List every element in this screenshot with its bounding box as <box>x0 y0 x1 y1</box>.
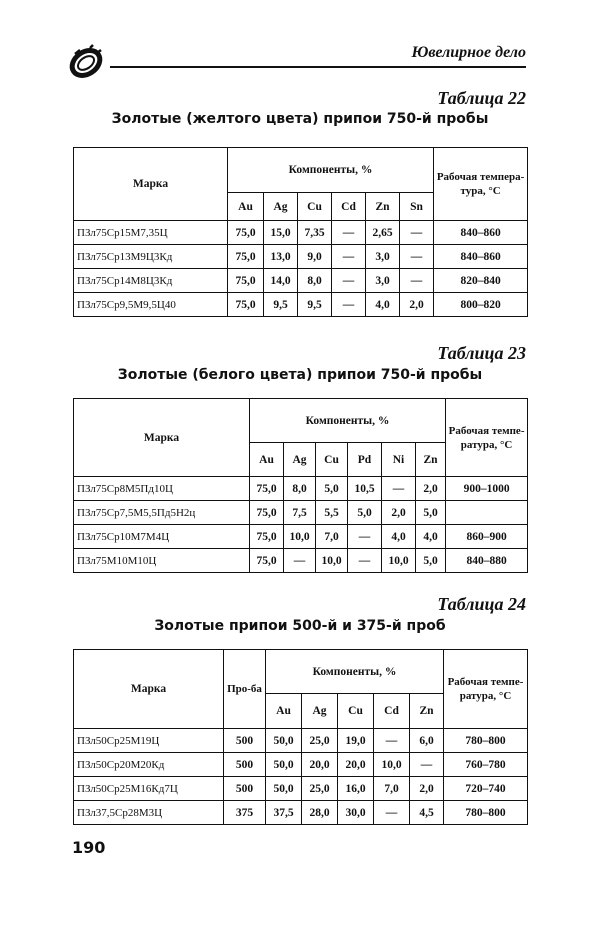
element-header: Zn <box>416 443 446 477</box>
value-cell: 50,0 <box>266 753 302 777</box>
value-cell: 50,0 <box>266 777 302 801</box>
value-cell: 9,5 <box>264 293 298 317</box>
table-row <box>74 729 528 753</box>
proba-cell: 500 <box>224 729 266 753</box>
table-23 <box>73 398 528 573</box>
mark-header: Марка <box>74 650 224 729</box>
mark-cell: ПЗл37,5Ср28М3Ц <box>74 801 224 825</box>
value-cell: — <box>332 245 366 269</box>
proba-cell: 500 <box>224 753 266 777</box>
value-cell: — <box>400 269 434 293</box>
temperature-cell: 820–840 <box>434 269 528 293</box>
element-header: Pd <box>348 443 382 477</box>
table-row <box>74 245 528 269</box>
value-cell: 75,0 <box>250 525 284 549</box>
components-header: Компоненты, % <box>250 399 446 443</box>
mark-cell: ПЗл75Ср8М5Пд10Ц <box>74 477 250 501</box>
table-24 <box>73 649 528 825</box>
mark-header: Марка <box>74 399 250 477</box>
value-cell: 20,0 <box>338 753 374 777</box>
value-cell: 75,0 <box>250 477 284 501</box>
value-cell: 75,0 <box>228 293 264 317</box>
mark-cell: ПЗл50Ср25М19Ц <box>74 729 224 753</box>
components-header: Компоненты, % <box>228 148 434 193</box>
element-header: Au <box>266 694 302 729</box>
value-cell: 2,0 <box>410 777 444 801</box>
value-cell: 4,0 <box>382 525 416 549</box>
value-cell: 8,0 <box>284 477 316 501</box>
value-cell: 50,0 <box>266 729 302 753</box>
value-cell: 5,0 <box>348 501 382 525</box>
element-header: Cd <box>374 694 410 729</box>
element-header: Ag <box>264 193 298 221</box>
temperature-header: Рабочая темпе-ратура, °С <box>446 399 528 477</box>
value-cell: — <box>374 801 410 825</box>
mark-cell: ПЗл75Ср9,5М9,5Ц40 <box>74 293 228 317</box>
ring-icon <box>66 42 106 82</box>
temperature-header: Рабочая темпера-тура, °С <box>434 148 528 221</box>
value-cell: 10,0 <box>382 549 416 573</box>
table-24-title: Золотые припои 500-й и 375-й проб <box>154 618 446 634</box>
table-22 <box>73 147 528 317</box>
temperature-cell: 720–740 <box>444 777 528 801</box>
element-header: Cu <box>338 694 374 729</box>
table-row <box>74 221 528 245</box>
value-cell: 28,0 <box>302 801 338 825</box>
value-cell: 30,0 <box>338 801 374 825</box>
temperature-cell: 840–860 <box>434 221 528 245</box>
table-22-caption: Таблица 22 <box>437 88 526 108</box>
element-header: Au <box>250 443 284 477</box>
value-cell: 2,0 <box>400 293 434 317</box>
table-row <box>74 753 528 777</box>
temperature-cell: 840–880 <box>446 549 528 573</box>
value-cell: 9,0 <box>298 245 332 269</box>
value-cell: 3,0 <box>366 245 400 269</box>
proba-cell: 375 <box>224 801 266 825</box>
table-row <box>74 501 528 525</box>
value-cell: — <box>284 549 316 573</box>
value-cell: — <box>374 729 410 753</box>
value-cell: 10,5 <box>348 477 382 501</box>
mark-header: Марка <box>74 148 228 221</box>
table-row <box>74 525 528 549</box>
table-24-caption: Таблица 24 <box>437 594 526 614</box>
value-cell: 4,0 <box>366 293 400 317</box>
value-cell: 3,0 <box>366 269 400 293</box>
value-cell: 10,0 <box>316 549 348 573</box>
temperature-header: Рабочая темпе-ратура, °С <box>444 650 528 729</box>
value-cell: — <box>332 293 366 317</box>
element-header: Cu <box>298 193 332 221</box>
element-header: Ag <box>302 694 338 729</box>
value-cell: — <box>382 477 416 501</box>
mark-cell: ПЗл50Ср20М20Кд <box>74 753 224 777</box>
value-cell: 37,5 <box>266 801 302 825</box>
value-cell: 19,0 <box>338 729 374 753</box>
value-cell: 2,0 <box>382 501 416 525</box>
value-cell: 75,0 <box>250 549 284 573</box>
value-cell: 5,0 <box>316 477 348 501</box>
value-cell: 4,0 <box>416 525 446 549</box>
value-cell: 6,0 <box>410 729 444 753</box>
value-cell: — <box>332 269 366 293</box>
value-cell: 15,0 <box>264 221 298 245</box>
mark-cell: ПЗл75Ср10М7М4Ц <box>74 525 250 549</box>
proba-cell: 500 <box>224 777 266 801</box>
value-cell: 7,5 <box>284 501 316 525</box>
value-cell: 7,0 <box>316 525 348 549</box>
value-cell: 75,0 <box>250 501 284 525</box>
header-rule <box>110 66 526 68</box>
running-head: Ювелирное дело <box>411 44 526 61</box>
table-22-title: Золотые (желтого цвета) припои 750-й пробы <box>111 111 489 127</box>
value-cell: 25,0 <box>302 777 338 801</box>
value-cell: 75,0 <box>228 221 264 245</box>
value-cell: 2,0 <box>416 477 446 501</box>
table-row <box>74 777 528 801</box>
value-cell: — <box>348 549 382 573</box>
element-header: Au <box>228 193 264 221</box>
value-cell: — <box>400 245 434 269</box>
table-row <box>74 549 528 573</box>
element-header: Zn <box>366 193 400 221</box>
value-cell: — <box>332 221 366 245</box>
table-23-caption: Таблица 23 <box>437 343 526 363</box>
value-cell: 25,0 <box>302 729 338 753</box>
temperature-cell: 780–800 <box>444 729 528 753</box>
value-cell: 75,0 <box>228 245 264 269</box>
temperature-cell: 780–800 <box>444 801 528 825</box>
mark-cell: ПЗл75М10М10Ц <box>74 549 250 573</box>
value-cell: 4,5 <box>410 801 444 825</box>
components-header: Компоненты, % <box>266 650 444 694</box>
value-cell: — <box>348 525 382 549</box>
value-cell: 20,0 <box>302 753 338 777</box>
value-cell: 8,0 <box>298 269 332 293</box>
page-number: 190 <box>72 838 106 857</box>
value-cell: 5,5 <box>316 501 348 525</box>
element-header: Cu <box>316 443 348 477</box>
value-cell: 7,0 <box>374 777 410 801</box>
value-cell: 7,35 <box>298 221 332 245</box>
proba-header: Про-ба <box>224 650 266 729</box>
value-cell: 10,0 <box>374 753 410 777</box>
element-header: Cd <box>332 193 366 221</box>
element-header: Ag <box>284 443 316 477</box>
temperature-cell: 860–900 <box>446 525 528 549</box>
value-cell: 16,0 <box>338 777 374 801</box>
temperature-cell <box>446 501 528 525</box>
mark-cell: ПЗл75Ср15М7,35Ц <box>74 221 228 245</box>
value-cell: 14,0 <box>264 269 298 293</box>
table-row <box>74 269 528 293</box>
element-header: Ni <box>382 443 416 477</box>
table-23-title: Золотые (белого цвета) припои 750-й пробы <box>117 367 483 383</box>
temperature-cell: 840–860 <box>434 245 528 269</box>
mark-cell: ПЗл75Ср7,5М5,5Пд5Н2ц <box>74 501 250 525</box>
value-cell: — <box>410 753 444 777</box>
table-row <box>74 477 528 501</box>
mark-cell: ПЗл75Ср13М9Ц3Кд <box>74 245 228 269</box>
value-cell: 2,65 <box>366 221 400 245</box>
value-cell: 5,0 <box>416 549 446 573</box>
temperature-cell: 900–1000 <box>446 477 528 501</box>
element-header: Zn <box>410 694 444 729</box>
table-row <box>74 293 528 317</box>
mark-cell: ПЗл50Ср25М16Кд7Ц <box>74 777 224 801</box>
value-cell: 75,0 <box>228 269 264 293</box>
value-cell: 13,0 <box>264 245 298 269</box>
element-header: Sn <box>400 193 434 221</box>
value-cell: 9,5 <box>298 293 332 317</box>
mark-cell: ПЗл75Ср14М8Ц3Кд <box>74 269 228 293</box>
temperature-cell: 760–780 <box>444 753 528 777</box>
value-cell: — <box>400 221 434 245</box>
value-cell: 5,0 <box>416 501 446 525</box>
table-row <box>74 801 528 825</box>
value-cell: 10,0 <box>284 525 316 549</box>
temperature-cell: 800–820 <box>434 293 528 317</box>
